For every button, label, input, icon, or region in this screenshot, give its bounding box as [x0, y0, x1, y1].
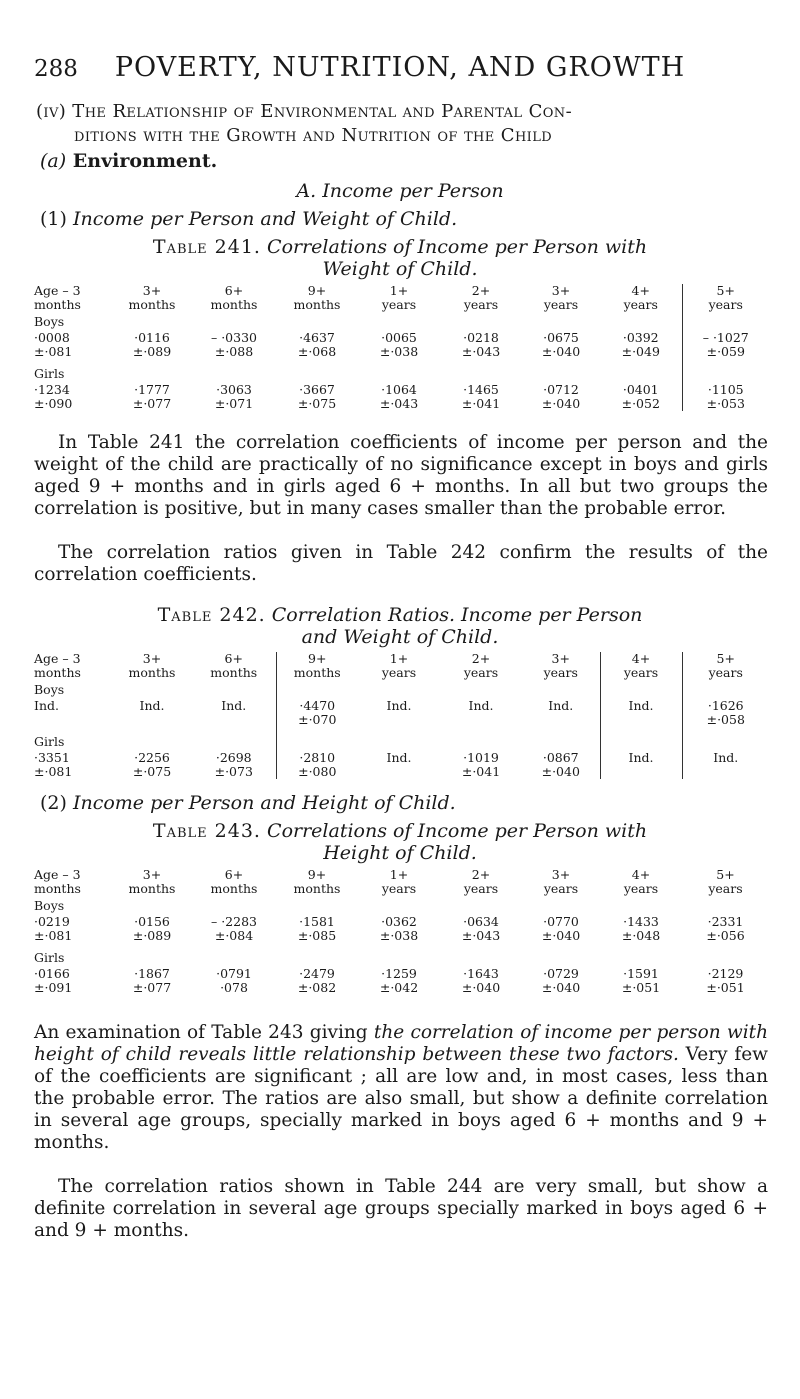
running-title: POVERTY, NUTRITION, AND GROWTH	[114, 52, 686, 83]
table-cell	[358, 727, 440, 749]
table-cell: ·0867	[542, 750, 579, 765]
table-cell: ±·041	[461, 764, 501, 779]
table-cell: years	[463, 665, 499, 680]
table-cell: months	[210, 297, 258, 312]
income-heading-text: A. Income per Person	[296, 180, 504, 202]
table-cell	[600, 680, 682, 697]
table-cell: 6+	[224, 867, 244, 882]
subsection-weight-title: Income per Person and Weight of Child.	[72, 208, 458, 230]
table241-title-line1: Correlations of Income per Person with	[267, 236, 648, 258]
table-cell: Age – 3	[34, 651, 81, 666]
table-row	[34, 329, 769, 345]
table-cell: ·1433	[623, 914, 659, 929]
table-cell: Age – 3	[34, 283, 81, 298]
table-cell	[440, 359, 522, 381]
table-cell	[440, 943, 522, 965]
table-cell: 4+	[600, 652, 682, 666]
table-cell: years	[543, 881, 579, 896]
table-cell: years	[381, 665, 417, 680]
table-row	[34, 981, 769, 995]
table-cell	[440, 680, 522, 697]
table-cell	[440, 727, 522, 749]
table-cell: ·4637	[299, 330, 335, 345]
table-cell: ·0362	[381, 914, 417, 929]
table-cell	[276, 943, 358, 965]
table242-label: Table 242.	[157, 604, 266, 626]
table-cell: ·1643	[463, 966, 499, 981]
table-cell: – ·2283	[210, 914, 257, 929]
table-row	[34, 397, 769, 411]
table-cell: years	[682, 666, 769, 680]
table-cell	[600, 713, 682, 727]
table-cell: ·1105	[682, 381, 769, 397]
table-cell	[682, 359, 769, 381]
table-header-row	[34, 882, 769, 896]
subsection-weight-number: (1)	[40, 208, 67, 230]
table-cell: 6+	[224, 651, 243, 666]
group-label-row	[34, 312, 769, 329]
table-cell: years	[623, 297, 658, 312]
table-cell: 4+	[631, 867, 651, 882]
table-cell: ·1777	[134, 382, 170, 397]
table-cell: years	[708, 881, 743, 896]
table-cell: years	[381, 881, 417, 896]
table-cell: – ·0330	[210, 330, 257, 345]
group-label-row	[34, 680, 769, 697]
section-heading-line1: (iv) The Relationship of Environmental and Parental Con-	[36, 101, 573, 122]
table-cell: Boys	[34, 314, 65, 329]
table-cell: Age – 3	[34, 867, 81, 882]
table-cell: 1+	[389, 867, 409, 882]
table-cell: ±·040	[541, 396, 581, 411]
table-cell	[358, 359, 440, 381]
table-cell: ·1465	[463, 382, 499, 397]
table-cell: ·0219	[34, 914, 70, 929]
table-cell: Ind.	[682, 749, 769, 765]
table243-caption	[60, 820, 740, 864]
table-cell: 3+	[142, 651, 162, 666]
table-cell: ·2129	[707, 966, 744, 981]
table-cell	[112, 312, 192, 329]
table243-label: Table 243.	[152, 820, 261, 842]
table-cell	[682, 727, 769, 749]
table-cell: ·1626	[682, 697, 769, 713]
table-row	[34, 713, 769, 727]
table-cell	[522, 727, 600, 749]
table-cell	[358, 765, 440, 779]
table-cell	[358, 680, 440, 697]
table-cell: ±·038	[379, 344, 419, 359]
table-cell	[682, 765, 769, 779]
table-cell: ±·051	[706, 980, 745, 995]
table-cell: ·0392	[622, 330, 659, 345]
table-cell	[358, 896, 440, 913]
table-cell: 9+	[307, 867, 327, 882]
table-cell: months	[293, 297, 341, 312]
table-cell: ±·075	[132, 764, 172, 779]
table-cell	[522, 359, 600, 381]
table-cell	[192, 713, 276, 727]
table-cell	[276, 896, 358, 913]
table-header-row	[34, 298, 769, 312]
table-cell: ±·077	[132, 396, 172, 411]
table-cell	[192, 727, 276, 749]
table-cell: ·2331	[707, 914, 744, 929]
table-cell: ±·040	[541, 344, 581, 359]
table-row	[34, 765, 769, 779]
table-cell: ±·056	[706, 928, 745, 943]
table-cell: ·078	[220, 980, 248, 995]
table-cell	[276, 727, 358, 749]
table-cell	[112, 713, 192, 727]
table-cell: ±·075	[297, 396, 337, 411]
table-cell	[522, 312, 600, 329]
table243-title-line1: Correlations of Income per Person with	[267, 820, 648, 842]
table-cell: months	[128, 665, 176, 680]
subsection-letter: (a)	[40, 150, 67, 172]
table-cell	[192, 896, 276, 913]
table-241	[34, 284, 769, 411]
table-cell	[276, 312, 358, 329]
table-cell: months	[210, 881, 258, 896]
table-cell: ·0065	[381, 330, 417, 345]
table-cell: months	[276, 666, 358, 680]
paragraph-table243-rest: Very few of the coefficients are significant ; all are low and, in most cases, less than the probable error. The ratios are also small, but show a definite correlation in several age groups, specially marked in boys aged 6 + months and 9 + months.	[34, 1044, 768, 1153]
table-cell	[112, 359, 192, 381]
table-cell	[192, 943, 276, 965]
table-row	[34, 929, 769, 943]
table-cell	[522, 713, 600, 727]
table-header-row	[34, 868, 769, 882]
table-cell	[112, 727, 192, 749]
table-cell: ±·085	[297, 928, 337, 943]
table-cell: ·1591	[623, 966, 659, 981]
table-cell: months	[34, 297, 81, 312]
table-cell	[682, 312, 769, 329]
table-cell: ±·042	[379, 980, 419, 995]
table-cell: ±·077	[132, 980, 172, 995]
table-cell: ±·081	[34, 344, 73, 359]
table-cell: ·2256	[134, 750, 170, 765]
table-cell: 5+	[682, 284, 769, 298]
table-cell: ±·053	[682, 397, 769, 411]
table-cell: ·0770	[543, 914, 579, 929]
table-row	[34, 345, 769, 359]
table-cell: months	[34, 665, 81, 680]
paragraph-table243-lead: An examination of Table 243 giving	[34, 1022, 374, 1043]
table-cell	[112, 943, 192, 965]
table-cell: ±·090	[34, 396, 73, 411]
table-cell: ±·059	[682, 345, 769, 359]
table-header-row	[34, 666, 769, 680]
table242-title-line1: Correlation Ratios. Income per Person	[271, 604, 643, 626]
table-cell: ±·052	[621, 396, 660, 411]
table-cell: ·3063	[216, 382, 252, 397]
table-row	[34, 965, 769, 981]
paragraph-table244-discussion: The correlation ratios shown in Table 244 are very small, but show a definite correlation in several age groups specially marked in boys aged 6 + and 9 + months.	[34, 1176, 768, 1241]
table-cell: ±·080	[276, 765, 358, 779]
table-cell: years	[463, 881, 499, 896]
table-cell	[522, 896, 600, 913]
table-cell: Ind.	[600, 749, 682, 765]
subsection-height	[40, 792, 456, 814]
table-cell: Girls	[34, 366, 65, 381]
paragraph-table243-discussion	[34, 1022, 768, 1154]
table-cell: Ind.	[221, 698, 247, 713]
table-cell: years	[381, 297, 417, 312]
table-cell: ·0218	[463, 330, 499, 345]
table-cell: ±·043	[461, 344, 501, 359]
table-cell: Boys	[34, 682, 65, 697]
table-cell: years	[600, 666, 682, 680]
group-label-row	[34, 727, 769, 749]
section-heading	[36, 100, 766, 148]
table-cell: 6+	[224, 283, 244, 298]
table-cell: ±·070	[276, 713, 358, 727]
group-label-row	[34, 943, 769, 965]
table-cell: Ind.	[386, 698, 412, 713]
table-cell: ·1581	[299, 914, 335, 929]
table-cell: ±·058	[682, 713, 769, 727]
table-row	[34, 381, 769, 397]
table-cell: 1+	[389, 651, 409, 666]
paragraph-ratio-confirm: The correlation ratios given in Table 242 confirm the results of the correlation coefficients.	[34, 542, 768, 585]
table-cell: ·0116	[134, 330, 170, 345]
table-cell: ·3351	[34, 750, 70, 765]
table-cell	[112, 680, 192, 697]
table-cell	[522, 680, 600, 697]
table-cell: 3+	[142, 867, 162, 882]
table-cell	[600, 312, 682, 329]
table-cell: 4+	[631, 283, 650, 298]
paragraph-table241-discussion: In Table 241 the correlation coefficients of income per person and the weight of the child are practically of no significance except in boys and girls aged 9 + months and in girls aged 6 + months. In all but two groups the correlation is positive, but in many cases smaller than the probable error.	[34, 432, 768, 519]
table-cell: ·2479	[299, 966, 335, 981]
table-cell: 5+	[716, 867, 735, 882]
table-cell	[276, 680, 358, 697]
table-cell: ·3667	[299, 382, 335, 397]
table-cell: ·0791	[216, 966, 252, 981]
table241-title-line2: Weight of Child.	[322, 258, 478, 280]
table-cell: ±·051	[621, 980, 661, 995]
table-cell: months	[128, 881, 176, 896]
table-row	[34, 749, 769, 765]
table-cell: 9+	[276, 652, 358, 666]
table-cell: years	[543, 665, 578, 680]
table241-caption	[60, 236, 740, 280]
table-cell: ·0634	[463, 914, 499, 929]
table-cell: ±·073	[214, 764, 253, 779]
table-cell: Girls	[34, 734, 65, 749]
section-heading-line2: ditions with the Growth and Nutrition of the Child	[74, 125, 553, 146]
table-cell	[112, 896, 192, 913]
table-cell: ·1019	[463, 750, 499, 765]
page-number: 288	[34, 56, 78, 82]
table-cell: 3+	[551, 283, 571, 298]
group-label-row	[34, 359, 769, 381]
table-cell	[358, 312, 440, 329]
table-cell: ·0008	[34, 330, 70, 345]
table-cell: ±·084	[214, 928, 254, 943]
table-cell	[682, 680, 769, 697]
table-cell: years	[682, 298, 769, 312]
table242-title-line2: and Weight of Child.	[301, 626, 499, 648]
table-row	[34, 913, 769, 929]
subsection-environment	[40, 150, 217, 172]
table-cell: ·0166	[34, 966, 70, 981]
table-cell: ±·049	[621, 344, 660, 359]
table-cell: months	[128, 297, 176, 312]
table-cell: ±·088	[214, 344, 254, 359]
group-label-row	[34, 896, 769, 913]
table-cell	[34, 713, 112, 727]
table-cell: 1+	[389, 283, 409, 298]
table-cell: ·1259	[381, 966, 417, 981]
table-cell: Ind.	[600, 697, 682, 713]
page-header	[34, 52, 766, 92]
table243-title-line2: Height of Child.	[323, 842, 477, 864]
paragraph-table243-emphasis: the correlation of income per person with height of child reveals little relationship between these two factors.	[34, 1022, 768, 1065]
table-cell	[440, 896, 522, 913]
table-cell	[276, 359, 358, 381]
table-cell: ±·048	[621, 928, 661, 943]
subsection-income-heading	[0, 180, 800, 202]
table-cell: ±·081	[34, 928, 73, 943]
table-cell: ·0156	[134, 914, 170, 929]
table-cell	[522, 943, 600, 965]
table-cell: ·2698	[215, 750, 252, 765]
table-cell	[682, 943, 769, 965]
table-cell	[192, 680, 276, 697]
table-cell: ±·068	[297, 344, 337, 359]
subsection-weight	[40, 208, 457, 230]
table-cell: ±·040	[541, 980, 581, 995]
table-cell: ·0712	[543, 382, 579, 397]
table-cell: ·0675	[543, 330, 579, 345]
table-cell: ±·040	[541, 928, 581, 943]
table-cell: Ind.	[468, 698, 494, 713]
table-cell: ±·082	[297, 980, 337, 995]
table-cell: 3+	[142, 283, 162, 298]
table-cell: ±·089	[132, 344, 172, 359]
table-cell: ±·091	[34, 980, 73, 995]
table-cell: years	[463, 297, 499, 312]
table-cell: ·1867	[134, 966, 170, 981]
table-cell: ·2810	[276, 749, 358, 765]
table-cell: ±·041	[461, 396, 501, 411]
table-cell: Ind.	[386, 750, 412, 765]
table-cell: years	[623, 881, 659, 896]
table-cell	[440, 312, 522, 329]
table-cell	[192, 359, 276, 381]
table-243	[34, 868, 769, 995]
table242-caption	[60, 604, 740, 648]
table-cell: Ind.	[139, 698, 165, 713]
table-header-row	[34, 652, 769, 666]
table-cell: 3+	[551, 867, 571, 882]
table-cell	[440, 713, 522, 727]
subsection-height-number: (2)	[40, 792, 67, 814]
table-cell: 9+	[307, 283, 327, 298]
table-cell: ±·040	[461, 980, 501, 995]
table-cell: ±·040	[541, 764, 580, 779]
table-cell: Ind.	[548, 698, 574, 713]
table-row	[34, 697, 769, 713]
table-cell	[600, 943, 682, 965]
table-cell: – ·1027	[682, 329, 769, 345]
table-cell: ±·038	[379, 928, 419, 943]
table-cell	[358, 943, 440, 965]
table-cell: months	[34, 881, 81, 896]
table-cell	[682, 896, 769, 913]
table-cell: ±·081	[34, 764, 73, 779]
table-cell: ·0401	[622, 382, 659, 397]
table-cell	[600, 765, 682, 779]
table-cell: years	[543, 297, 579, 312]
table-cell: ±·071	[214, 396, 254, 411]
table-cell: ·4470	[276, 697, 358, 713]
table-cell: 3+	[551, 651, 570, 666]
table-cell: ·1064	[381, 382, 417, 397]
table-cell: ·1234	[34, 382, 70, 397]
table-cell: ±·043	[461, 928, 501, 943]
table-cell: ±·089	[132, 928, 172, 943]
table-cell: 2+	[471, 283, 491, 298]
table-cell: months	[210, 665, 258, 680]
table-cell: Ind.	[34, 698, 59, 713]
table-cell: Girls	[34, 950, 65, 965]
table241-label: Table 241.	[152, 236, 261, 258]
table-cell: 5+	[682, 652, 769, 666]
table-cell: 2+	[471, 867, 491, 882]
table-cell	[600, 896, 682, 913]
table-cell	[358, 713, 440, 727]
table-cell	[192, 312, 276, 329]
table-cell: 2+	[471, 651, 491, 666]
subsection-height-title: Income per Person and Height of Child.	[72, 792, 456, 814]
table-cell	[600, 727, 682, 749]
table-cell: ±·043	[379, 396, 419, 411]
table-242	[34, 652, 769, 779]
table-cell: Boys	[34, 898, 65, 913]
table-cell: months	[293, 881, 341, 896]
table-header-row	[34, 284, 769, 298]
subsection-title: Environment.	[72, 150, 218, 172]
table-cell: ·0729	[543, 966, 579, 981]
table-cell	[600, 359, 682, 381]
